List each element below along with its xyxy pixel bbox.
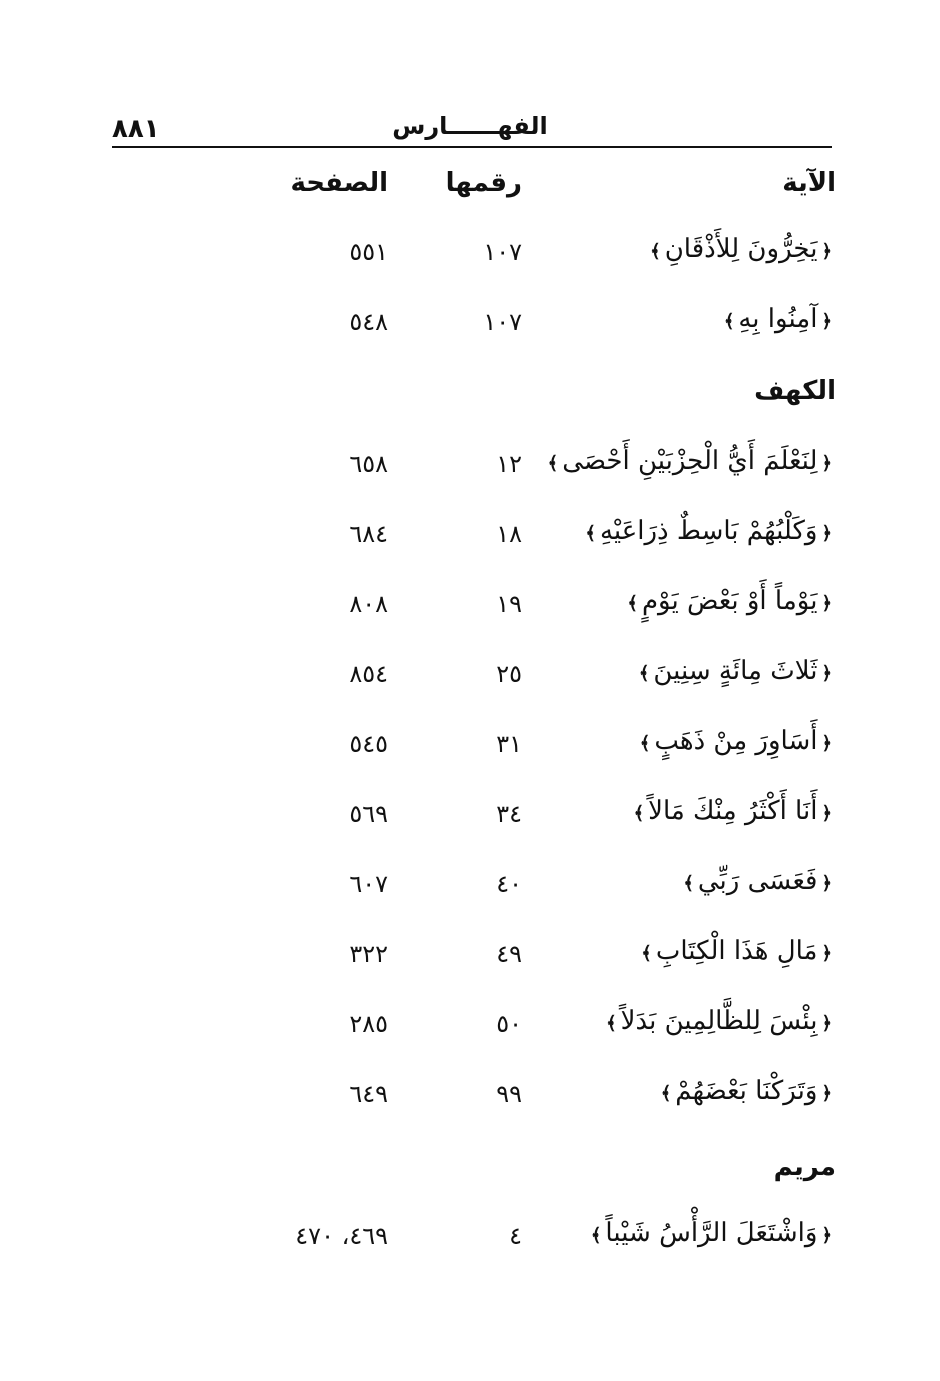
open-bracket: ﴿: [821, 593, 832, 614]
verse-number: ٣٤: [496, 800, 522, 828]
verse-text: ﴿يَوْماً أَوْ بَعْضَ يَوْمٍ﴾: [623, 586, 836, 616]
close-bracket: ﴾: [683, 873, 694, 894]
verse-text: ﴿أَسَاوِرَ مِنْ ذَهَبٍ﴾: [636, 726, 836, 756]
page-reference: ٥٤٨: [349, 308, 388, 336]
page-reference: ٥٤٥: [349, 730, 388, 758]
table-row: [0, 296, 940, 356]
page-reference: ٢٨٥: [349, 1010, 388, 1038]
verse-number: ١٨: [496, 520, 522, 548]
verse-text: ﴿وَتَرَكْنَا بَعْضَهُمْ﴾: [657, 1076, 836, 1106]
table-row: [0, 438, 940, 498]
close-bracket: ﴾: [639, 733, 651, 754]
table-row: [0, 998, 940, 1058]
open-bracket: ﴿: [821, 1013, 832, 1034]
table-row: [0, 648, 940, 708]
table-row: [0, 1210, 940, 1270]
column-header-verse: الآية: [782, 168, 836, 198]
verse-number: ٩٩: [496, 1080, 522, 1108]
open-bracket: ﴿: [821, 453, 832, 474]
section-title-maryam: مريم: [773, 1152, 836, 1182]
verse-number: ٣١: [496, 730, 522, 758]
header-divider: [112, 146, 832, 148]
open-bracket: ﴿: [821, 943, 832, 964]
table-row: [0, 578, 940, 638]
verse-number: ١٩: [496, 590, 522, 618]
verse-number: ٤٩: [496, 940, 522, 968]
open-bracket: ﴿: [821, 241, 832, 262]
open-bracket: ﴿: [821, 803, 832, 824]
page-reference: ٦٤٩: [349, 1080, 388, 1108]
close-bracket: ﴾: [660, 1083, 672, 1104]
page-reference: ٥٦٩: [349, 800, 388, 828]
verse-number: ٤: [509, 1222, 522, 1250]
verse-text: ﴿آمِنُوا بِهِ﴾: [720, 304, 836, 334]
open-bracket: ﴿: [821, 1225, 832, 1246]
table-row: [0, 858, 940, 918]
verse-text: ﴿وَاشْتَعَلَ الرَّأْسُ شَيْباً﴾: [587, 1218, 836, 1248]
table-row: [0, 788, 940, 848]
close-bracket: ﴾: [606, 1013, 617, 1034]
page-reference: ٨٥٤: [349, 660, 388, 688]
page-reference: ٨٠٨: [349, 590, 388, 618]
verse-number: ١٢: [496, 450, 522, 478]
verse-number: ١٠٧: [483, 238, 522, 266]
verse-text: ﴿ثَلاثَ مِائَةٍ سِنِينَ﴾: [635, 656, 836, 686]
section-title-kahf: الكهف: [754, 376, 836, 406]
verse-text: ﴿يَخِرُّونَ لِلأَذْقَانِ﴾: [646, 234, 836, 264]
verse-text: ﴿وَكَلْبُهُمْ بَاسِطٌ ذِرَاعَيْهِ﴾: [581, 516, 836, 546]
table-row: [0, 1068, 940, 1128]
verse-number: ٥٠: [496, 1010, 522, 1038]
page-reference: ٥٥١: [349, 238, 388, 266]
close-bracket: ﴾: [638, 663, 650, 684]
open-bracket: ﴿: [821, 873, 832, 894]
page-reference: ٣٢٢: [349, 940, 388, 968]
column-header-number: رقمها: [445, 168, 522, 198]
verse-text: ﴿بِئْسَ لِلظَّالِمِينَ بَدَلاً﴾: [602, 1006, 836, 1036]
open-bracket: ﴿: [821, 733, 832, 754]
table-row: [0, 928, 940, 988]
table-row: [0, 226, 940, 286]
open-bracket: ﴿: [821, 311, 832, 332]
open-bracket: ﴿: [821, 523, 832, 544]
page-number: ٨٨١: [112, 114, 160, 144]
page-reference: ٦٥٨: [349, 450, 388, 478]
page-reference: ٦٨٤: [349, 520, 388, 548]
verse-text: ﴿لِنَعْلَمَ أَيُّ الْحِزْبَيْنِ أَحْصَى﴾: [544, 446, 836, 476]
close-bracket: ﴾: [590, 1225, 602, 1246]
page-header-title: الفهــــــارس: [392, 112, 548, 140]
verse-number: ١٠٧: [483, 308, 522, 336]
close-bracket: ﴾: [641, 943, 652, 964]
close-bracket: ﴾: [627, 593, 638, 614]
verse-text: ﴿مَالِ هَذَا الْكِتَابِ﴾: [637, 936, 836, 966]
close-bracket: ﴾: [650, 241, 661, 262]
close-bracket: ﴾: [547, 453, 559, 474]
verse-text: ﴿فَعَسَى رَبِّي﴾: [679, 866, 836, 896]
page-reference: ٤٦٩، ٤٧٠: [295, 1222, 388, 1250]
verse-number: ٢٥: [496, 660, 522, 688]
table-row: [0, 718, 940, 778]
verse-text: ﴿أَنَا أَكْثَرُ مِنْكَ مَالاً﴾: [630, 796, 836, 826]
close-bracket: ﴾: [633, 803, 645, 824]
close-bracket: ﴾: [585, 523, 596, 544]
table-row: [0, 508, 940, 568]
column-header-page: الصفحة: [290, 168, 388, 198]
close-bracket: ﴾: [723, 311, 735, 332]
verse-number: ٤٠: [496, 870, 522, 898]
open-bracket: ﴿: [821, 1083, 832, 1104]
page-reference: ٦٠٧: [349, 870, 388, 898]
open-bracket: ﴿: [821, 663, 832, 684]
